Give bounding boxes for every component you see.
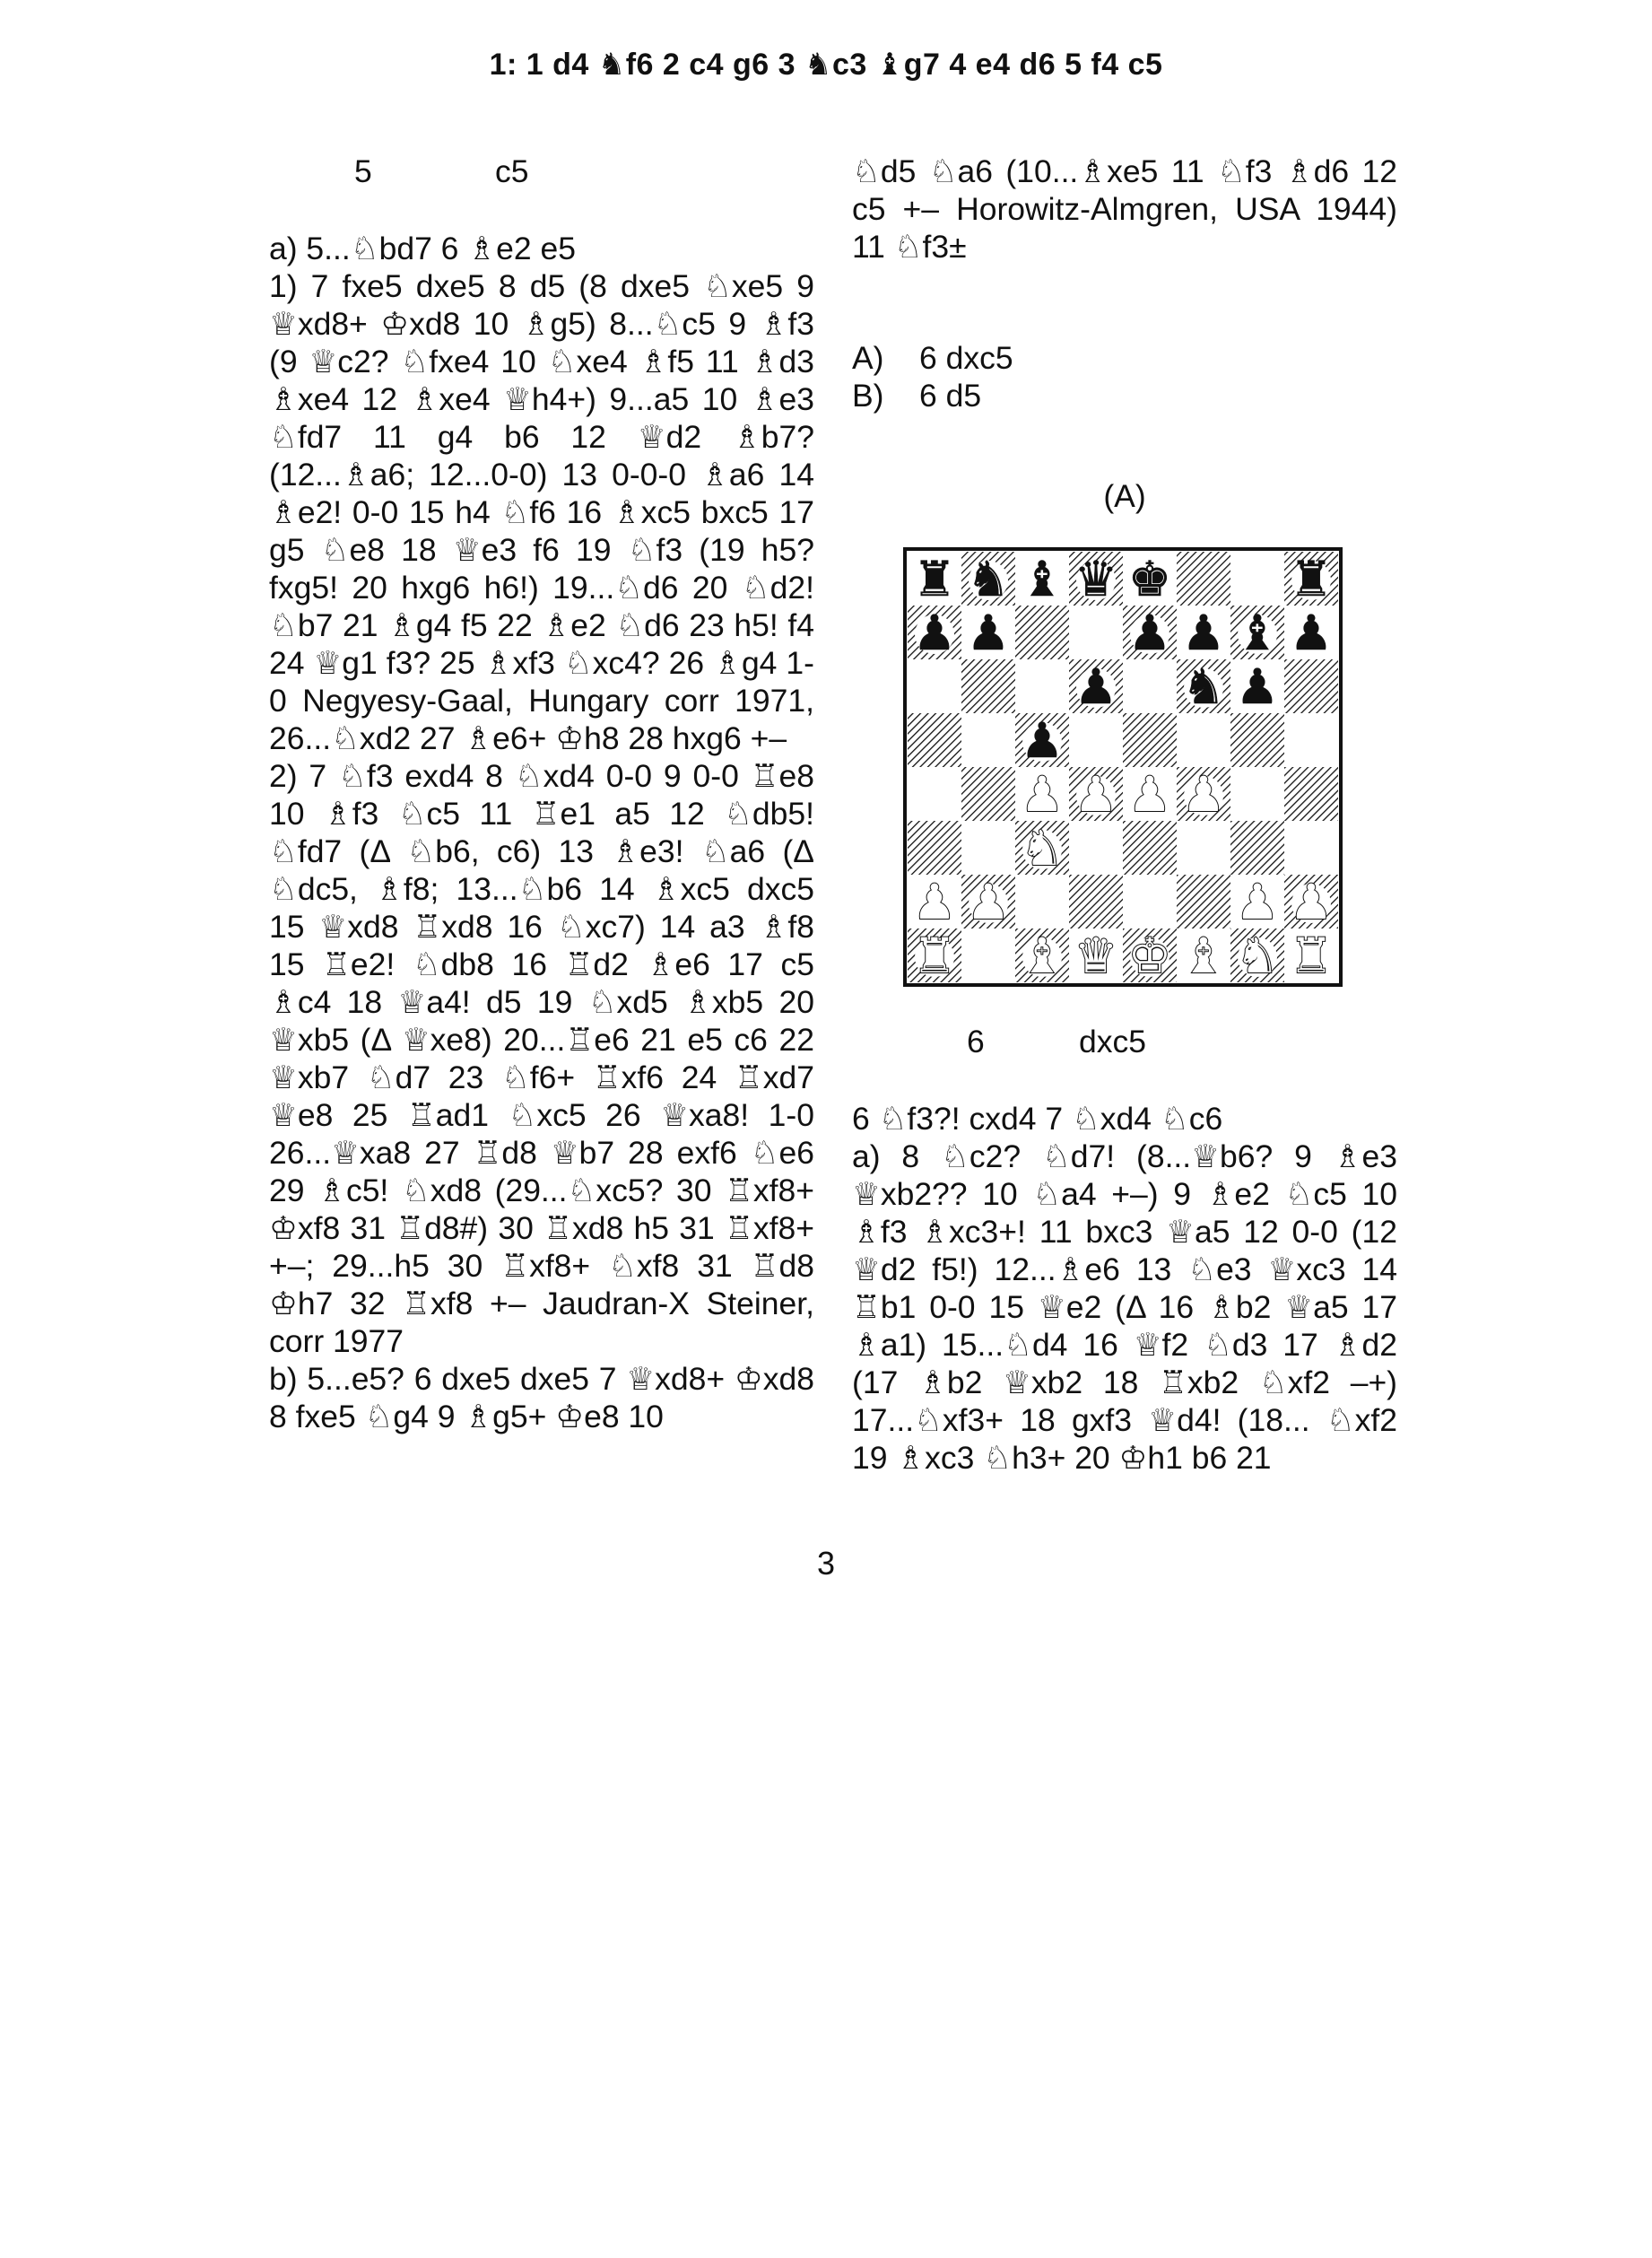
move-text: dxc5 <box>1079 1024 1146 1059</box>
option-label: A) <box>852 340 884 376</box>
white-pawn-icon: ♟ <box>966 874 1011 930</box>
light-square <box>1015 659 1069 713</box>
light-square <box>1230 552 1284 606</box>
light-square <box>1284 713 1338 767</box>
white-rook-icon: ♜ <box>1289 928 1334 984</box>
white-knight-icon: ♞ <box>1020 820 1065 876</box>
variation-a2: 2) 7 ♘f3 exd4 8 ♘xd4 0-0 9 0-0 ♖e8 10 ♗f3 ♘c5 11 ♖e1 a5 12 ♘db5! ♘fd7 (Δ ♘b6, c6) 13 ♗e3! ♘a6 (Δ ♘dc5, ♗f8; 13...♘b6 14 ♗xc5 dxc5 15 ♕xd8 ♖xd8 16 ♘xc7) 14 a3 ♗f8 15 ♖e2! ♘db8 16 ♖d2 ♗e6 17 c5 ♗c4 18 ♕a4! d5 19 ♘xd5 ♗xb5 20 ♕xb5 (Δ ♕xe8) 20...♖e6 21 e5 c6 22 ♕xb7 ♘d7 23 ♘f6+ ♖xf6 24 ♖xd7 ♕e8 25 ♖ad1 ♘xc5 26 ♕xa8! 1-0 26...♕xa8 27 ♖d8 ♕b7 28 exf6 ♘e6 29 ♗c5! ♘xd8 (29...♘xc5? 30 ♖xf8+ ♔xf8 31 ♖d8#) 30 ♖xd8 h5 31 ♖xf8+ +–; 29...h5 30 ♖xf8+ ♘xf8 31 ♖d8 ♔h7 32 ♖xf8 +– Jaudran-X Steiner, corr 1977 <box>269 758 814 1359</box>
dark-square <box>961 767 1015 821</box>
option-label: B) <box>852 378 884 414</box>
dark-square <box>1069 875 1123 928</box>
light-square <box>1015 875 1069 928</box>
option-move: 6 d5 <box>919 378 982 414</box>
white-pawn-icon: ♟ <box>1074 766 1118 823</box>
white-king-icon: ♚ <box>1127 928 1172 984</box>
dark-square <box>908 713 961 767</box>
light-square <box>961 821 1015 875</box>
analysis-paragraph: 6 ♘f3?! cxd4 7 ♘xd4 ♘c6 a) 8 ♘c2? ♘d7! (8...♕b6? 9 ♗e3 ♕xb2?? 10 ♘a4 +–) 9 ♗e2 ♘c5 10 ♗f3 ♗xc3+! 11 bxc3 ♕a5 12 0-0 (12 ♕d2 f5!) 12...♗e6 13 ♘e3 ♕xc3 14 ♖b1 0-0 15 ♕e2 (Δ 16 ♗b2 ♕a5 17 ♗a1) 15...♘d4 16 ♕f2 ♘d3 17 ♗d2 (17 ♗b2 ♕xb2 18 ♖xb2 ♘xf2 –+) 17...♘xf3+ 18 gxf3 ♕d4! (18... ♘xf2 19 ♗xc3 ♘h3+ 20 ♔h1 b6 21 <box>852 1101 1397 1476</box>
white-pawn-icon: ♟ <box>1127 766 1172 823</box>
white-bishop-icon: ♝ <box>1181 928 1226 984</box>
black-pawn-icon: ♟ <box>912 605 957 661</box>
black-pawn-icon: ♟ <box>1020 712 1065 769</box>
dark-square <box>1123 821 1177 875</box>
white-pawn-icon: ♟ <box>912 874 957 930</box>
light-square <box>1069 713 1123 767</box>
light-square <box>1069 606 1123 659</box>
black-knight-icon: ♞ <box>1181 658 1226 715</box>
white-bishop-icon: ♝ <box>1020 928 1065 984</box>
black-queen-icon: ♛ <box>1074 551 1118 607</box>
black-pawn-icon: ♟ <box>1289 605 1334 661</box>
left-column <box>269 153 814 1435</box>
white-rook-icon: ♜ <box>912 928 957 984</box>
white-queen-icon: ♛ <box>1074 928 1118 984</box>
light-square <box>908 767 961 821</box>
variation-a1: 1) 7 fxe5 dxe5 8 d5 (8 dxe5 ♘xe5 9 ♕xd8+ ♔xd8 10 ♗g5) 8...♘c5 9 ♗f3 (9 ♕c2? ♘fxe4 10 ♘xe4 ♗f5 11 ♗d3 ♗xe4 12 ♗xe4 ♕h4+) 9...a5 10 ♗e3 ♘fd7 11 g4 b6 12 ♕d2 ♗b7? (12...♗a6; 12...0-0) 13 0-0-0 ♗a6 14 ♗e2! 0-0 15 h4 ♘f6 16 ♗xc5 bxc5 17 g5 ♘e8 18 ♕e3 f6 19 ♘f3 (19 h5? fxg5! 20 hxg6 h6!) 19...♘d6 20 ♘d2! ♘b7 21 ♗g4 f5 22 ♗e2 ♘d6 23 h5! f4 24 ♕g1 f3? 25 ♗xf3 ♘xc4? 26 ♗g4 1-0 Negyesy-Gaal, Hungary corr 1971, 26...♘xd2 27 ♗e6+ ♔h8 28 hxg6 +– <box>269 268 814 756</box>
light-square <box>961 713 1015 767</box>
dark-square <box>1284 659 1338 713</box>
dark-square <box>1015 606 1069 659</box>
black-pawn-icon: ♟ <box>1181 605 1226 661</box>
after-diagram-move <box>852 1023 1397 1060</box>
dark-square <box>908 821 961 875</box>
dark-square <box>1123 713 1177 767</box>
light-square <box>1177 713 1230 767</box>
light-square <box>1177 821 1230 875</box>
dark-square <box>1177 875 1230 928</box>
black-pawn-icon: ♟ <box>1127 605 1172 661</box>
option-a <box>852 339 1397 377</box>
light-square <box>961 928 1015 982</box>
black-knight-icon: ♞ <box>966 551 1011 607</box>
black-pawn-icon: ♟ <box>966 605 1011 661</box>
light-square <box>908 659 961 713</box>
light-square <box>1069 821 1123 875</box>
black-pawn-icon: ♟ <box>1074 658 1118 715</box>
variation-a: a) 5...♘bd7 6 ♗e2 e5 <box>269 231 576 266</box>
chess-diagram <box>903 547 1343 987</box>
white-pawn-icon: ♟ <box>1020 766 1065 823</box>
white-pawn-icon: ♟ <box>1235 874 1280 930</box>
continued-paragraph: ♘d5 ♘a6 (10...♗xe5 11 ♘f3 ♗d6 12 c5 +– Horowitz-Almgren, USA 1944) 11 ♘f3± <box>852 153 1397 265</box>
main-move-line <box>269 153 814 190</box>
move-number: 5 <box>354 153 372 189</box>
dark-square <box>1177 552 1230 606</box>
dark-square <box>1230 821 1284 875</box>
diagram-label: (A) <box>1103 478 1146 514</box>
black-bishop-icon: ♝ <box>1235 605 1280 661</box>
page-header: 1: 1 d4 ♞f6 2 c4 g6 3 ♞c3 ♝g7 4 e4 d6 5 f4 c5 <box>489 48 1163 82</box>
black-rook-icon: ♜ <box>1289 551 1334 607</box>
black-king-icon: ♚ <box>1127 551 1172 607</box>
light-square <box>1284 821 1338 875</box>
dark-square <box>1284 767 1338 821</box>
light-square <box>1123 875 1177 928</box>
black-pawn-icon: ♟ <box>1235 658 1280 715</box>
light-square <box>1123 659 1177 713</box>
light-square <box>1230 767 1284 821</box>
page-number: 3 <box>816 1545 836 1582</box>
option-move: 6 dxc5 <box>919 340 1013 376</box>
dark-square <box>961 659 1015 713</box>
dark-square <box>1230 713 1284 767</box>
move-number: 6 <box>967 1024 985 1059</box>
black-rook-icon: ♜ <box>912 551 957 607</box>
option-b <box>852 377 1397 414</box>
black-bishop-icon: ♝ <box>1020 551 1065 607</box>
white-pawn-icon: ♟ <box>1181 766 1226 823</box>
white-knight-icon: ♞ <box>1235 928 1280 984</box>
white-pawn-icon: ♟ <box>1289 874 1334 930</box>
variation-b: b) 5...e5? 6 dxe5 dxe5 7 ♕xd8+ ♔xd8 8 fxe5 ♘g4 9 ♗g5+ ♔e8 10 <box>269 1361 814 1434</box>
move-text: c5 <box>495 153 529 189</box>
right-column <box>852 153 1397 1477</box>
